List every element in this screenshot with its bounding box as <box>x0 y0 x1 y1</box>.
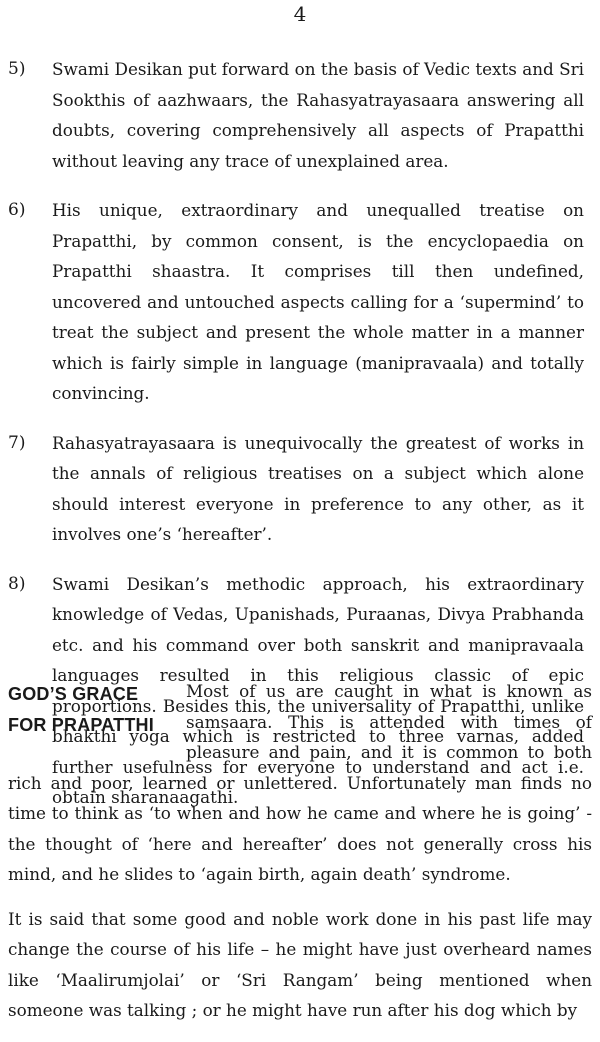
section-heading <box>8 679 186 740</box>
list-item <box>8 195 588 409</box>
section-paragraph-1: Most of us are caught in what is known as samsaara. This is attended with times of pleasure and pain, and it is common to both rich and poor, learned or unlettered. Unfortunately man finds no time to think as ‘to when and how he came and where he is going’ - the thought of ‘here and hereafter’ does not generally cross his mind, and he slides to ‘again birth, again death’ syndrome. <box>8 681 592 884</box>
list-item-text: Rahasyatrayasaara is unequivocally the greatest of works in the annals of religious treatises on a subject which alone should interest everyone in preference to any other, as it involves one’s ‘hereafter’. <box>52 432 584 544</box>
list-item-text: Swami Desikan put forward on the basis of Vedic texts and Sri Sookthis of aazhwaars, the Rahasyatrayasaara answering all doubts, covering comprehensively all aspects of Prapatthi without leaving any trace of unexplained area. <box>52 59 584 171</box>
list-item-text: His unique, extraordinary and unequalled treatise on Prapatthi, by common consent, is the encyclopaedia on Prapatthi shaastra. It comprises till then undefined, uncovered and untouched aspects calling for a ‘supermind’ to treat the subject and present the whole matter in a manner which is fairly simple in language (manipravaala) and totally convincing. <box>52 200 584 403</box>
list-item-number: 8) <box>8 573 26 594</box>
list-item <box>8 428 588 550</box>
list-item-text: Swami Desikan’s methodic approach, his extraordinary knowledge of Vedas, Upanishads, Puraanas, Divya Prabhanda etc. and his command over both sanskrit and manipravaala languages resulted in this religious classic of epic proportions. Besides this, the universality of Prapatthi, unlike bhakthi yoga which is restricted to three varnas, added further usefulness for everyone to understand and act i.e. obtain sharanaagathi. <box>52 573 584 807</box>
list-item <box>8 54 588 176</box>
gods-grace-section <box>8 676 592 1042</box>
list-item-number: 5) <box>8 59 26 79</box>
list-item-number: 6) <box>8 200 26 220</box>
page-number: 4 <box>293 2 307 26</box>
section-paragraph-2: It is said that some good and noble work done in his past life may change the course of his life – he might have just overheard names like ‘Maalirumjolai’ or ‘Sri Rangam’ being mentioned when someone was talking ; or he might have run after his dog which by <box>8 908 592 1020</box>
section-heading-line-1: GOD’S GRACE <box>8 684 139 704</box>
section-heading-line-2: FOR PRAPATTHI <box>8 714 154 735</box>
list-item-number: 7) <box>8 432 26 453</box>
